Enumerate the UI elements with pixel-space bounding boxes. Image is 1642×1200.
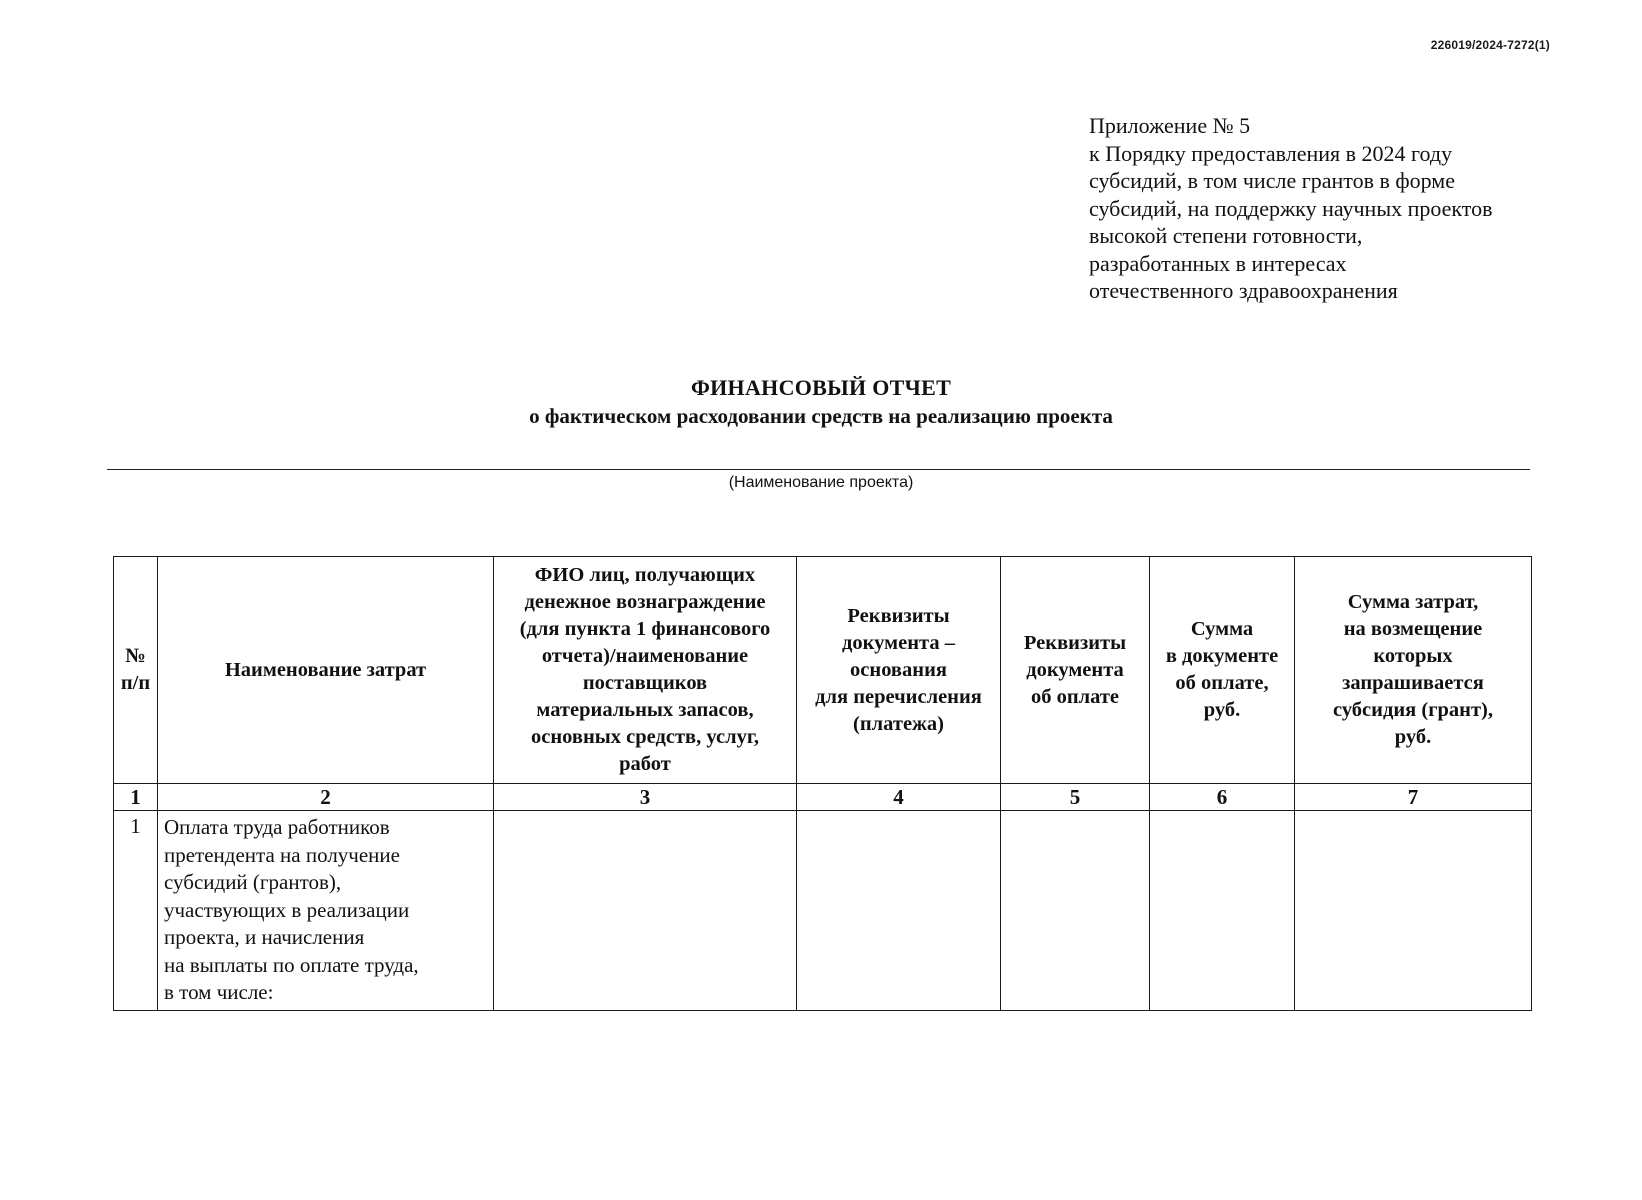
appendix-line: отечественного здравоохранения [1089, 278, 1398, 303]
recipients-cell [494, 811, 797, 1011]
column-index-cell: 4 [797, 784, 1001, 811]
cost-name-line: Оплата труда работников [164, 815, 390, 839]
header-col-subsidy-sum: Сумма затрат, на возмещение которых запрашивается субсидия (грант), руб. [1295, 557, 1532, 784]
appendix-line: субсидий, на поддержку научных проектов [1089, 195, 1493, 221]
payment-document-cell [1001, 811, 1150, 1011]
header-col-recipients: ФИО лиц, получающих денежное вознаграждение (для пункта 1 финансового отчета)/наименование поставщиков материальных запасов, основных средств, услуг, работ [494, 557, 797, 784]
report-title-block [0, 374, 1642, 430]
cost-name-line: субсидий (грантов), [164, 870, 342, 894]
appendix-line: разработанных в интересах [1089, 250, 1347, 276]
financial-report-table [113, 556, 1532, 1011]
cost-name-line: в том числе: [164, 980, 274, 1004]
column-index-cell: 3 [494, 784, 797, 811]
appendix-line: высокой степени готовности, [1089, 223, 1363, 248]
document-registration-number: 226019/2024-7272(1) [1430, 38, 1550, 52]
cost-name-line: участвующих в реализации [164, 897, 410, 922]
appendix-line: субсидий, в том числе грантов в форме [1089, 168, 1455, 193]
report-subtitle: о фактическом расходовании средств на реализацию проекта [529, 404, 1113, 428]
cost-name-cell [158, 811, 494, 1011]
header-col-cost-name: Наименование затрат [158, 557, 494, 784]
table-row [114, 811, 1532, 1011]
column-index-cell: 5 [1001, 784, 1150, 811]
report-title: ФИНАНСОВЫЙ ОТЧЕТ [690, 375, 952, 400]
cost-name-line: проекта, и начисления [164, 925, 365, 949]
table-header-row [114, 557, 1532, 784]
appendix-note [1089, 112, 1559, 305]
column-index-cell: 2 [158, 784, 494, 811]
row-number-cell: 1 [114, 811, 158, 1011]
subsidy-sum-cell [1295, 811, 1532, 1011]
basis-document-cell [797, 811, 1001, 1011]
project-name-caption: (Наименование проекта) [728, 474, 914, 491]
header-col-basis-document: Реквизиты документа – основания для перечисления (платежа) [797, 557, 1001, 784]
column-index-cell: 6 [1150, 784, 1295, 811]
cost-name-line: на выплаты по оплате труда, [164, 952, 419, 977]
header-col-payment-sum: Сумма в документе об оплате, руб. [1150, 557, 1295, 784]
appendix-line: к Порядку предоставления в 2024 году [1089, 140, 1453, 166]
column-index-cell: 1 [114, 784, 158, 811]
project-name-line [107, 469, 1530, 470]
header-col-payment-document: Реквизиты документа об оплате [1001, 557, 1150, 784]
header-col-number: № п/п [114, 557, 158, 784]
appendix-line: Приложение № 5 [1089, 113, 1251, 138]
payment-sum-cell [1150, 811, 1295, 1011]
column-index-row [114, 784, 1532, 811]
cost-name-line: претендента на получение [164, 842, 400, 867]
column-index-cell: 7 [1295, 784, 1532, 811]
